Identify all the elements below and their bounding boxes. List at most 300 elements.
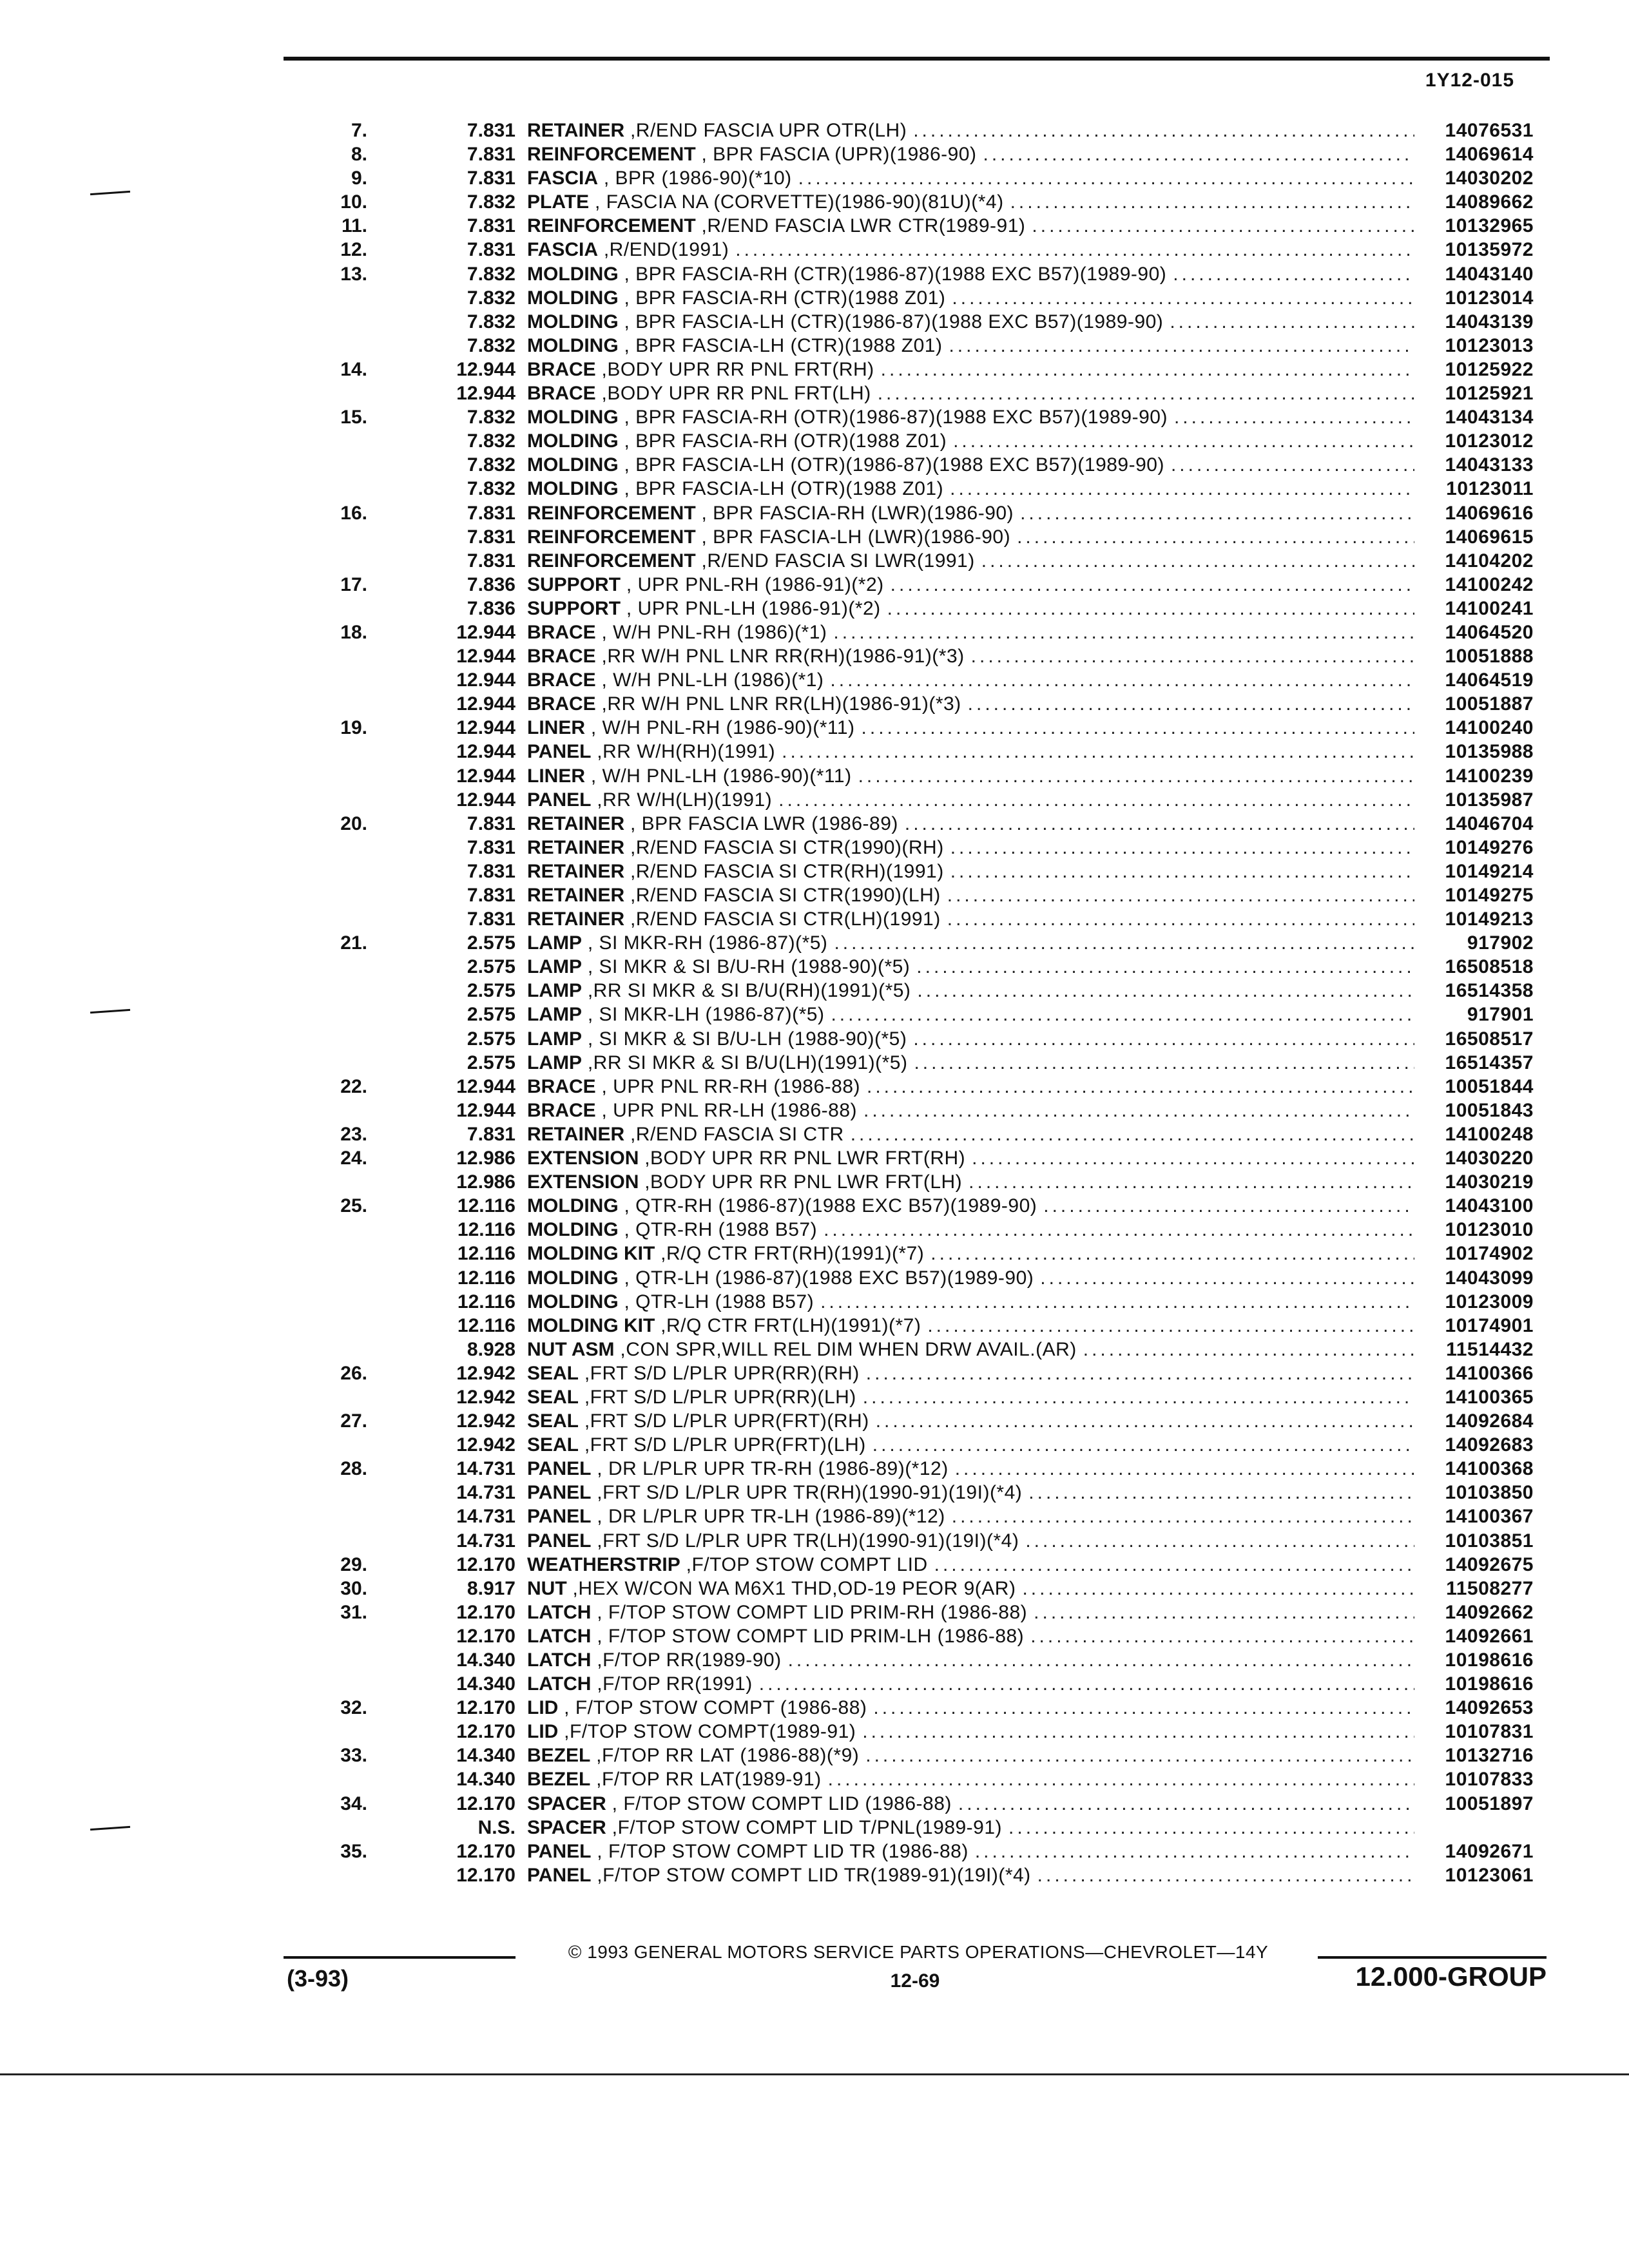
parts-row bbox=[316, 1504, 1534, 1528]
part-spec: ,FRT S/D L/PLR UPR TR(LH)(1990-91)(19I)(*4) bbox=[591, 1530, 1019, 1552]
part-spec: , QTR-LH (1986-87)(1988 EXC B57)(1989-90) bbox=[618, 1267, 1034, 1289]
dot-leader bbox=[860, 1075, 1414, 1099]
dot-leader bbox=[1002, 1816, 1414, 1840]
reference-number: 26. bbox=[340, 1362, 367, 1384]
part-name: MOLDING KIT bbox=[527, 1243, 655, 1265]
group-number: 2.575 bbox=[467, 1052, 516, 1073]
part-number: 14043140 bbox=[1445, 263, 1534, 285]
part-spec: ,CON SPR,WILL REL DIM WHEN DRW AVAIL.(AR) bbox=[614, 1338, 1077, 1360]
part-number: 10103850 bbox=[1445, 1482, 1534, 1504]
part-number: 14043134 bbox=[1445, 407, 1534, 428]
group-number: 14.340 bbox=[456, 1769, 516, 1791]
margin-mark bbox=[90, 1826, 130, 1831]
reference-number bbox=[316, 1648, 367, 1672]
part-description bbox=[527, 549, 1414, 573]
group-number: 7.831 bbox=[467, 215, 516, 237]
parts-row bbox=[316, 907, 1534, 931]
part-spec: , FASCIA NA (CORVETTE)(1986-90)(81U)(*4) bbox=[589, 191, 1004, 213]
part-spec: , W/H PNL-RH (1986)(*1) bbox=[595, 621, 827, 643]
dot-leader bbox=[1019, 1529, 1414, 1553]
part-number: 10174901 bbox=[1445, 1314, 1534, 1336]
group-number: 12.944 bbox=[456, 669, 516, 691]
part-spec: , BPR (1986-90)(*10) bbox=[598, 168, 792, 189]
parts-row bbox=[316, 692, 1534, 716]
part-name: MOLDING bbox=[527, 1267, 619, 1289]
group-number: 12.986 bbox=[456, 1148, 516, 1169]
group-number: 2.575 bbox=[467, 980, 516, 1002]
dot-leader bbox=[943, 477, 1414, 501]
reference-number bbox=[316, 1816, 367, 1840]
part-spec: ,FRT S/D L/PLR UPR(FRT)(LH) bbox=[579, 1434, 866, 1456]
part-name: RETAINER bbox=[527, 836, 625, 858]
part-spec: , W/H PNL-LH (1986-90)(*11) bbox=[585, 765, 852, 787]
part-description bbox=[527, 1099, 1414, 1122]
part-number: 10051844 bbox=[1445, 1075, 1534, 1097]
part-spec: , F/TOP STOW COMPT LID TR (1986-88) bbox=[591, 1840, 969, 1862]
group-number: 14.340 bbox=[456, 1673, 516, 1695]
dot-leader bbox=[844, 1122, 1414, 1146]
group-number: 12.944 bbox=[456, 383, 516, 405]
part-number: 10107833 bbox=[1445, 1769, 1534, 1791]
dot-leader bbox=[1016, 1577, 1414, 1600]
part-name: MOLDING bbox=[527, 407, 619, 428]
part-description bbox=[527, 1385, 1414, 1409]
part-spec: ,BODY UPR RR PNL LWR FRT(RH) bbox=[639, 1148, 966, 1169]
parts-row bbox=[316, 1577, 1534, 1600]
reference-number: 9. bbox=[351, 168, 367, 189]
group-number: 12.944 bbox=[456, 1099, 516, 1121]
part-name: LINER bbox=[527, 717, 585, 739]
parts-row bbox=[316, 1624, 1534, 1648]
dot-leader bbox=[945, 1504, 1414, 1528]
dot-leader bbox=[1037, 1194, 1414, 1218]
reference-number: 7. bbox=[351, 120, 367, 141]
reference-number bbox=[316, 1624, 367, 1648]
reference-number: 21. bbox=[340, 932, 367, 954]
parts-row bbox=[316, 1027, 1534, 1051]
part-spec: ,HEX W/CON WA M6X1 THD,OD-19 PEOR 9(AR) bbox=[566, 1577, 1016, 1599]
part-spec: , BPR FASCIA LWR (1986-89) bbox=[624, 812, 898, 834]
part-number: 10198616 bbox=[1445, 1649, 1534, 1671]
part-description bbox=[527, 429, 1414, 453]
reference-number: 29. bbox=[340, 1553, 367, 1575]
group-number: 12.170 bbox=[456, 1721, 516, 1743]
reference-number bbox=[316, 692, 367, 716]
reference-number bbox=[316, 286, 367, 310]
reference-number bbox=[316, 764, 367, 788]
group-number: 7.832 bbox=[467, 263, 516, 285]
dot-leader bbox=[941, 883, 1414, 907]
group-number: 12.116 bbox=[457, 1314, 516, 1336]
part-spec: ,BODY UPR RR PNL LWR FRT(LH) bbox=[639, 1171, 963, 1193]
dot-leader bbox=[824, 1003, 1414, 1026]
part-name: BRACE bbox=[527, 646, 596, 668]
parts-row bbox=[316, 1529, 1534, 1553]
reference-number bbox=[316, 1433, 367, 1457]
dot-leader bbox=[1166, 262, 1414, 286]
reference-number bbox=[316, 381, 367, 405]
reference-number bbox=[316, 1504, 367, 1528]
reference-number bbox=[316, 1767, 367, 1791]
part-description bbox=[527, 1529, 1414, 1553]
part-name: NUT ASM bbox=[527, 1338, 615, 1360]
part-number: 10135988 bbox=[1445, 741, 1534, 763]
dot-leader bbox=[1168, 405, 1414, 429]
reference-number bbox=[316, 740, 367, 764]
part-description bbox=[527, 1361, 1414, 1385]
part-number: 10125922 bbox=[1445, 358, 1534, 380]
group-number: 2.575 bbox=[467, 932, 516, 954]
part-description bbox=[527, 668, 1414, 692]
part-description bbox=[527, 740, 1414, 764]
part-name: REINFORCEMENT bbox=[527, 144, 696, 166]
group-number: 14.731 bbox=[456, 1458, 516, 1480]
dot-leader bbox=[729, 238, 1414, 262]
group-number: 12.170 bbox=[456, 1697, 516, 1719]
parts-row bbox=[316, 1266, 1534, 1290]
reference-number bbox=[316, 1529, 367, 1553]
parts-row bbox=[316, 1099, 1534, 1122]
part-number: 10123014 bbox=[1445, 287, 1534, 309]
part-number: 14092675 bbox=[1445, 1553, 1534, 1575]
reference-number bbox=[316, 1481, 367, 1504]
reference-number bbox=[316, 1051, 367, 1075]
reference-number: 25. bbox=[340, 1195, 367, 1217]
part-spec: ,R/END FASCIA LWR CTR(1989-91) bbox=[695, 215, 1026, 237]
parts-row bbox=[316, 310, 1534, 334]
group-number: 7.832 bbox=[467, 191, 516, 213]
group-number: 7.832 bbox=[467, 454, 516, 476]
part-description bbox=[527, 1840, 1414, 1863]
dot-leader bbox=[910, 955, 1414, 979]
parts-row bbox=[316, 1840, 1534, 1863]
parts-row bbox=[316, 1170, 1534, 1194]
part-spec: , DR L/PLR UPR TR-RH (1986-89)(*12) bbox=[591, 1458, 949, 1480]
group-number: 7.832 bbox=[467, 407, 516, 428]
part-description bbox=[527, 692, 1414, 716]
part-spec: , SI MKR-RH (1986-87)(*5) bbox=[582, 932, 828, 954]
group-number: 7.836 bbox=[467, 597, 516, 619]
dot-leader bbox=[1077, 1338, 1414, 1361]
dot-leader bbox=[952, 1792, 1414, 1816]
dot-leader bbox=[881, 597, 1414, 620]
part-name: SEAL bbox=[527, 1434, 579, 1456]
dot-leader bbox=[911, 979, 1414, 1003]
part-name: PANEL bbox=[527, 1458, 592, 1480]
part-number: 14064520 bbox=[1445, 621, 1534, 643]
part-number: 14030219 bbox=[1445, 1171, 1534, 1193]
part-name: PANEL bbox=[527, 1530, 592, 1552]
dot-leader bbox=[961, 692, 1414, 716]
parts-row bbox=[316, 1863, 1534, 1887]
group-number: 12.942 bbox=[456, 1362, 516, 1384]
part-number: 14092661 bbox=[1445, 1625, 1534, 1647]
part-spec: ,R/END FASCIA SI CTR(LH)(1991) bbox=[624, 908, 941, 930]
part-description bbox=[527, 1816, 1414, 1840]
dot-leader bbox=[1004, 190, 1414, 214]
part-description bbox=[527, 1003, 1414, 1026]
part-name: PANEL bbox=[527, 1864, 592, 1886]
part-name: SEAL bbox=[527, 1386, 579, 1408]
part-description bbox=[527, 1553, 1414, 1577]
part-spec: , QTR-RH (1986-87)(1988 EXC B57)(1989-90) bbox=[618, 1195, 1037, 1217]
parts-row bbox=[316, 1003, 1534, 1026]
group-number: 2.575 bbox=[467, 1028, 516, 1050]
group-number: 12.116 bbox=[457, 1267, 516, 1289]
parts-row bbox=[316, 166, 1534, 190]
reference-number bbox=[316, 836, 367, 860]
reference-number bbox=[316, 1027, 367, 1051]
part-name: BEZEL bbox=[527, 1769, 591, 1791]
parts-row bbox=[316, 142, 1534, 166]
group-number: 12.944 bbox=[456, 765, 516, 787]
part-description bbox=[527, 1218, 1414, 1242]
group-number: 12.944 bbox=[456, 358, 516, 380]
part-spec: ,FRT S/D L/PLR UPR(FRT)(RH) bbox=[579, 1410, 869, 1432]
part-spec: ,F/TOP RR LAT(1989-91) bbox=[590, 1769, 822, 1791]
part-description bbox=[527, 1290, 1414, 1314]
part-name: FASCIA bbox=[527, 239, 599, 261]
part-description bbox=[527, 1600, 1414, 1624]
part-description bbox=[527, 310, 1414, 334]
part-name: RETAINER bbox=[527, 908, 625, 930]
dot-leader bbox=[856, 1385, 1414, 1409]
group-number: 14.731 bbox=[456, 1482, 516, 1504]
part-description bbox=[527, 1648, 1414, 1672]
part-number: 10132716 bbox=[1445, 1745, 1534, 1767]
group-number: 12.116 bbox=[457, 1195, 516, 1217]
top-rule bbox=[284, 57, 1550, 61]
part-number: 14100242 bbox=[1445, 573, 1534, 595]
part-number: 11508277 bbox=[1446, 1577, 1534, 1599]
group-number: 7.831 bbox=[467, 120, 516, 141]
dot-leader bbox=[817, 1218, 1414, 1242]
reference-number bbox=[316, 979, 367, 1003]
dot-leader bbox=[856, 1720, 1414, 1744]
part-name: MOLDING bbox=[527, 1195, 619, 1217]
parts-row bbox=[316, 119, 1534, 142]
part-number: 10123013 bbox=[1445, 334, 1534, 356]
group-number: 7.832 bbox=[467, 430, 516, 452]
part-name: LAMP bbox=[527, 1052, 582, 1073]
parts-row bbox=[316, 1409, 1534, 1433]
part-name: MOLDING bbox=[527, 454, 619, 476]
part-description bbox=[527, 836, 1414, 860]
part-name: FASCIA bbox=[527, 168, 599, 189]
parts-row bbox=[316, 1816, 1534, 1840]
reference-number bbox=[316, 429, 367, 453]
part-spec: ,R/END FASCIA SI CTR(RH)(1991) bbox=[624, 860, 944, 882]
part-number: 14030202 bbox=[1445, 168, 1534, 189]
part-spec: ,R/END(1991) bbox=[598, 239, 729, 261]
parts-row bbox=[316, 1290, 1534, 1314]
dot-leader bbox=[1024, 1624, 1414, 1648]
part-number: 10174902 bbox=[1445, 1243, 1534, 1265]
part-spec: ,RR SI MKR & SI B/U(RH)(1991)(*5) bbox=[582, 980, 911, 1002]
part-number: 10135987 bbox=[1445, 789, 1534, 811]
group-number: 12.944 bbox=[456, 1075, 516, 1097]
part-name: MOLDING bbox=[527, 478, 619, 500]
part-number: 10123061 bbox=[1445, 1864, 1534, 1886]
part-number: 14092684 bbox=[1445, 1410, 1534, 1432]
part-spec: , UPR PNL-RH (1986-91)(*2) bbox=[621, 573, 884, 595]
part-description bbox=[527, 1457, 1414, 1481]
group-number: 7.831 bbox=[467, 885, 516, 906]
part-number: 14100367 bbox=[1445, 1506, 1534, 1528]
parts-row bbox=[316, 1385, 1534, 1409]
part-spec: ,F/TOP STOW COMPT LID T/PNL(1989-91) bbox=[606, 1816, 1003, 1838]
part-description bbox=[527, 788, 1414, 812]
reference-number: 11. bbox=[341, 215, 367, 237]
parts-row bbox=[316, 1457, 1534, 1481]
reference-number: 27. bbox=[340, 1410, 367, 1432]
dot-leader bbox=[860, 1361, 1414, 1385]
part-name: REINFORCEMENT bbox=[527, 550, 696, 572]
reference-number bbox=[316, 310, 367, 334]
part-spec: ,F/TOP STOW COMPT(1989-91) bbox=[558, 1721, 856, 1743]
part-description bbox=[527, 214, 1414, 238]
dot-leader bbox=[975, 549, 1414, 573]
reference-number bbox=[316, 1290, 367, 1314]
parts-row bbox=[316, 1122, 1534, 1146]
part-number: 14092671 bbox=[1445, 1840, 1534, 1862]
part-number: 10149213 bbox=[1445, 908, 1534, 930]
reference-number bbox=[316, 597, 367, 620]
parts-row bbox=[316, 668, 1534, 692]
part-name: LAMP bbox=[527, 932, 582, 954]
part-name: LATCH bbox=[527, 1625, 592, 1647]
group-number: 12.944 bbox=[456, 717, 516, 739]
part-number: 917901 bbox=[1467, 1004, 1534, 1026]
part-name: BRACE bbox=[527, 1075, 596, 1097]
part-name: WEATHERSTRIP bbox=[527, 1553, 680, 1575]
reference-number: 24. bbox=[340, 1148, 367, 1169]
part-number: 10123011 bbox=[1446, 478, 1534, 500]
parts-row bbox=[316, 573, 1534, 597]
part-number: 10149276 bbox=[1445, 836, 1534, 858]
part-name: BRACE bbox=[527, 358, 596, 380]
reference-number: 32. bbox=[340, 1697, 367, 1719]
part-spec: , W/H PNL-RH (1986-90)(*11) bbox=[585, 717, 855, 739]
part-number: 14092683 bbox=[1445, 1434, 1534, 1456]
parts-row bbox=[316, 477, 1534, 501]
part-spec: , BPR FASCIA-LH (CTR)(1986-87)(1988 EXC B57)(1989-90) bbox=[618, 311, 1164, 332]
reference-number bbox=[316, 1218, 367, 1242]
group-number: 12.170 bbox=[456, 1792, 516, 1814]
parts-row bbox=[316, 1051, 1534, 1075]
reference-number bbox=[316, 1003, 367, 1026]
group-number: 7.836 bbox=[467, 573, 516, 595]
part-spec: ,R/END FASCIA UPR OTR(LH) bbox=[624, 120, 907, 141]
parts-row bbox=[316, 1792, 1534, 1816]
part-description bbox=[527, 1577, 1414, 1600]
reference-number: 17. bbox=[340, 573, 367, 595]
part-name: NUT bbox=[527, 1577, 567, 1599]
dot-leader bbox=[782, 1648, 1414, 1672]
reference-number bbox=[316, 644, 367, 668]
part-name: MOLDING bbox=[527, 430, 619, 452]
part-spec: , SI MKR & SI B/U-LH (1988-90)(*5) bbox=[582, 1028, 907, 1050]
group-number: 8.917 bbox=[467, 1577, 516, 1599]
dot-leader bbox=[944, 836, 1414, 860]
reference-number: 10. bbox=[340, 191, 367, 213]
dot-leader bbox=[1031, 1863, 1414, 1887]
dot-leader bbox=[924, 1242, 1414, 1265]
part-description bbox=[527, 1122, 1414, 1146]
dot-leader bbox=[871, 381, 1414, 405]
dot-leader bbox=[874, 358, 1414, 381]
part-description bbox=[527, 1672, 1414, 1696]
part-spec: ,RR W/H PNL LNR RR(LH)(1986-91)(*3) bbox=[595, 693, 961, 715]
part-spec: , DR L/PLR UPR TR-LH (1986-89)(*12) bbox=[591, 1506, 945, 1528]
part-number: 14043100 bbox=[1445, 1195, 1534, 1217]
parts-row bbox=[316, 405, 1534, 429]
part-name: EXTENSION bbox=[527, 1148, 639, 1169]
reference-number: 19. bbox=[340, 717, 367, 739]
part-name: SEAL bbox=[527, 1410, 579, 1432]
group-number: 7.831 bbox=[467, 812, 516, 834]
parts-row bbox=[316, 1433, 1534, 1457]
part-number: 14069615 bbox=[1445, 526, 1534, 548]
reference-number bbox=[316, 668, 367, 692]
part-spec: ,R/END FASCIA SI CTR(1990)(LH) bbox=[624, 885, 941, 906]
part-description bbox=[527, 142, 1414, 166]
dot-leader bbox=[792, 166, 1414, 190]
part-description bbox=[527, 1863, 1414, 1887]
part-name: BRACE bbox=[527, 693, 596, 715]
part-number: 14100366 bbox=[1445, 1362, 1534, 1384]
dot-leader bbox=[944, 860, 1414, 883]
dot-leader bbox=[947, 429, 1414, 453]
part-name: PANEL bbox=[527, 789, 592, 811]
part-number: 14043099 bbox=[1445, 1267, 1534, 1289]
part-number: 16514357 bbox=[1445, 1052, 1534, 1073]
part-name: LAMP bbox=[527, 1004, 582, 1026]
dot-leader bbox=[855, 716, 1414, 740]
dot-leader bbox=[965, 1146, 1414, 1170]
group-number: 7.831 bbox=[467, 239, 516, 261]
part-number: 14030220 bbox=[1445, 1148, 1534, 1169]
dot-leader bbox=[1022, 1481, 1414, 1504]
parts-row bbox=[316, 979, 1534, 1003]
reference-number bbox=[316, 883, 367, 907]
part-description bbox=[527, 453, 1414, 477]
part-description bbox=[527, 334, 1414, 358]
reference-number bbox=[316, 1266, 367, 1290]
part-description bbox=[527, 262, 1414, 286]
part-name: SPACER bbox=[527, 1816, 606, 1838]
group-number: 7.831 bbox=[467, 836, 516, 858]
group-number: 14.731 bbox=[456, 1506, 516, 1528]
part-number: 14100241 bbox=[1445, 597, 1534, 619]
part-description bbox=[527, 1792, 1414, 1816]
part-name: MOLDING bbox=[527, 1291, 619, 1312]
part-name: BRACE bbox=[527, 1099, 596, 1121]
part-description bbox=[527, 1409, 1414, 1433]
part-description bbox=[527, 405, 1414, 429]
group-number: 2.575 bbox=[467, 956, 516, 978]
page-id: 1Y12-015 bbox=[1425, 70, 1514, 91]
part-description bbox=[527, 477, 1414, 501]
part-number: 16508518 bbox=[1445, 956, 1534, 978]
group-number: 14.340 bbox=[456, 1649, 516, 1671]
parts-row bbox=[316, 1696, 1534, 1720]
reference-number bbox=[316, 1672, 367, 1696]
parts-row bbox=[316, 286, 1534, 310]
part-description bbox=[527, 1194, 1414, 1218]
part-name: PLATE bbox=[527, 191, 590, 213]
part-name: LAMP bbox=[527, 956, 582, 978]
